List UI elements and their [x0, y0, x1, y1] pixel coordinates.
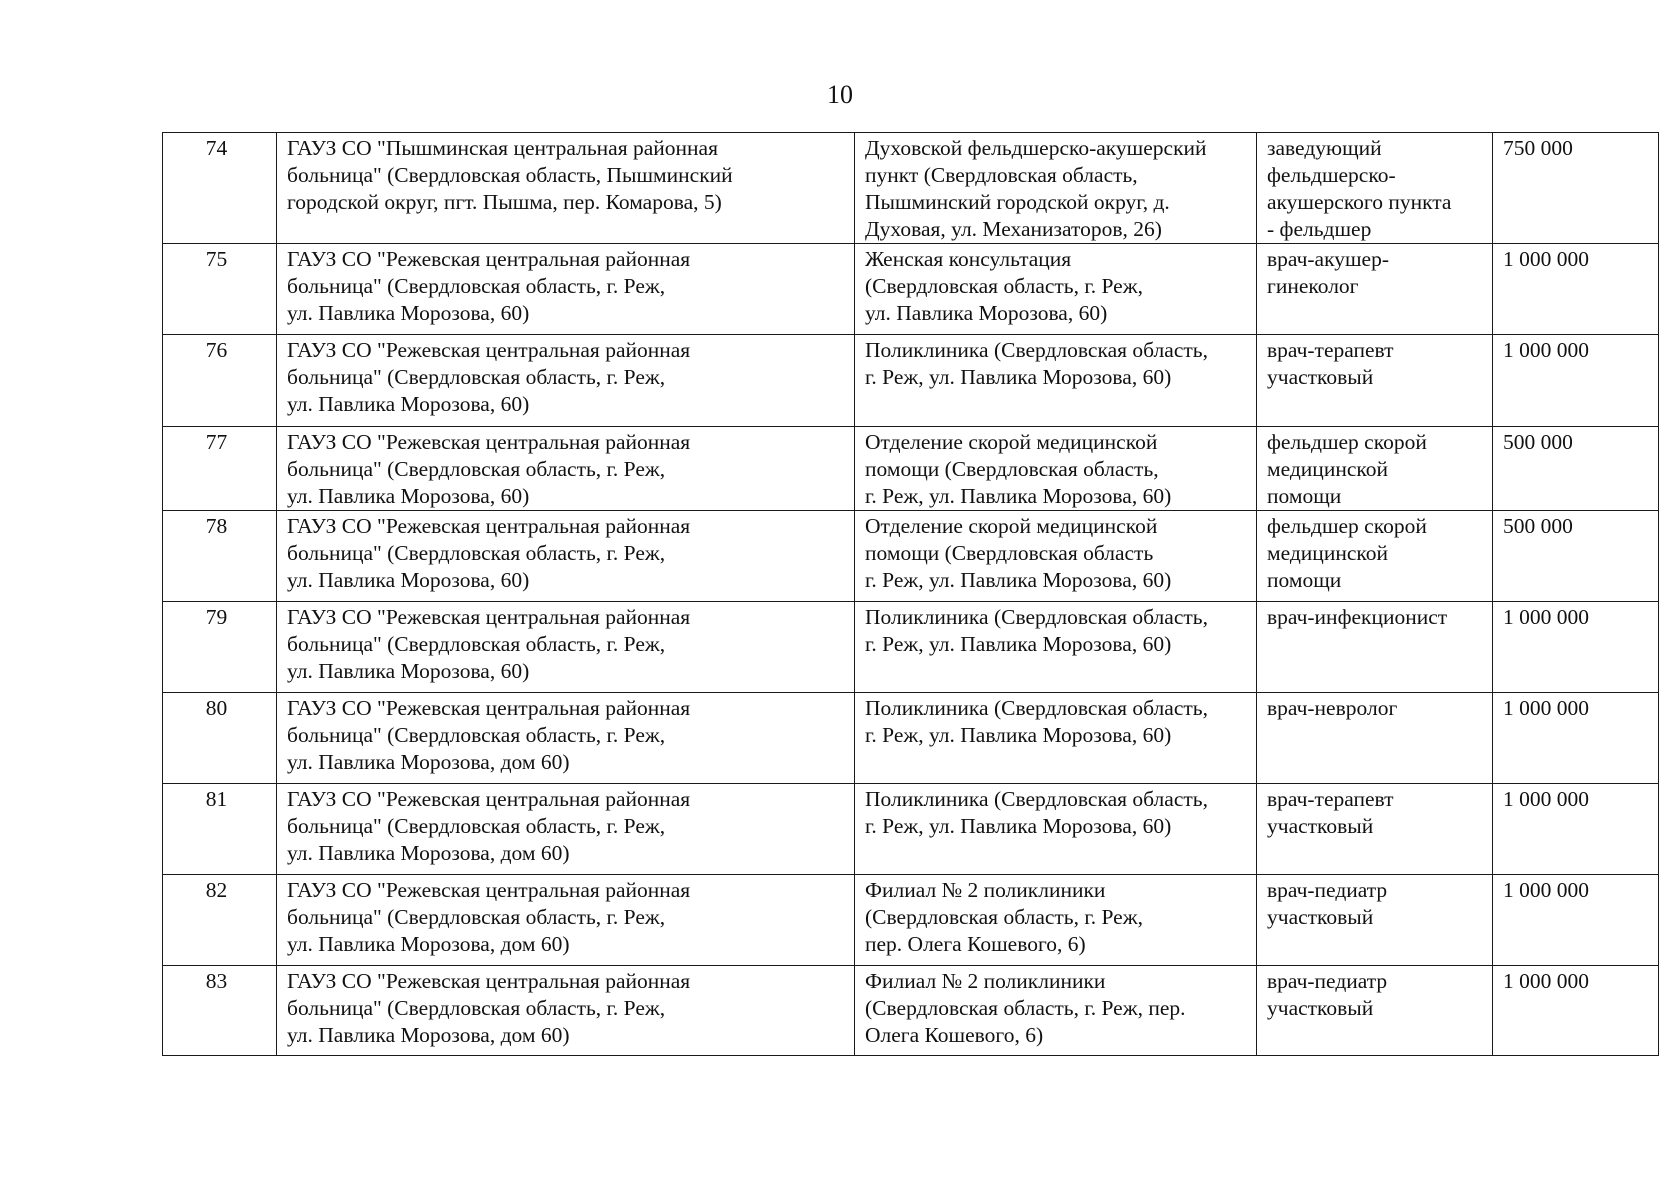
- row-number: 80: [163, 693, 277, 784]
- row-number: 77: [163, 427, 277, 511]
- position-cell: фельдшер скорой медицинской помощи: [1257, 427, 1493, 511]
- amount-cell: 1 000 000: [1493, 784, 1659, 875]
- table-row: [163, 693, 1659, 784]
- amount-cell: 1 000 000: [1493, 875, 1659, 966]
- division-cell: Поликлиника (Свердловская область, г. Реж, ул. Павлика Морозова, 60): [855, 335, 1257, 427]
- amount-cell: 1 000 000: [1493, 602, 1659, 693]
- amount-cell: 750 000: [1493, 133, 1659, 244]
- position-cell: врач-акушер- гинеколог: [1257, 244, 1493, 335]
- amount-cell: 1 000 000: [1493, 244, 1659, 335]
- organization-cell: ГАУЗ СО "Режевская центральная районная больница" (Свердловская область, г. Реж, ул. Павлика Морозова, дом 60): [277, 966, 855, 1056]
- division-cell: Филиал № 2 поликлиники (Свердловская область, г. Реж, пер. Олега Кошевого, 6): [855, 966, 1257, 1056]
- table-row: [163, 511, 1659, 602]
- amount-cell: 500 000: [1493, 427, 1659, 511]
- organization-cell: ГАУЗ СО "Режевская центральная районная больница" (Свердловская область, г. Реж, ул. Павлика Морозова, 60): [277, 335, 855, 427]
- division-cell: Поликлиника (Свердловская область, г. Реж, ул. Павлика Морозова, 60): [855, 693, 1257, 784]
- row-number: 79: [163, 602, 277, 693]
- organization-cell: ГАУЗ СО "Режевская центральная районная больница" (Свердловская область, г. Реж, ул. Павлика Морозова, 60): [277, 602, 855, 693]
- row-number: 76: [163, 335, 277, 427]
- position-cell: фельдшер скорой медицинской помощи: [1257, 511, 1493, 602]
- organization-cell: ГАУЗ СО "Режевская центральная районная больница" (Свердловская область, г. Реж, ул. Павлика Морозова, 60): [277, 244, 855, 335]
- table-row: [163, 602, 1659, 693]
- table-row: [163, 133, 1659, 244]
- organization-cell: ГАУЗ СО "Режевская центральная районная больница" (Свердловская область, г. Реж, ул. Павлика Морозова, 60): [277, 511, 855, 602]
- organization-cell: ГАУЗ СО "Режевская центральная районная больница" (Свердловская область, г. Реж, ул. Павлика Морозова, дом 60): [277, 784, 855, 875]
- division-cell: Филиал № 2 поликлиники (Свердловская область, г. Реж, пер. Олега Кошевого, 6): [855, 875, 1257, 966]
- table-row: [163, 427, 1659, 511]
- row-number: 83: [163, 966, 277, 1056]
- position-cell: заведующий фельдшерско- акушерского пункта - фельдшер: [1257, 133, 1493, 244]
- organization-cell: ГАУЗ СО "Режевская центральная районная больница" (Свердловская область, г. Реж, ул. Павлика Морозова, дом 60): [277, 693, 855, 784]
- row-number: 78: [163, 511, 277, 602]
- row-number: 81: [163, 784, 277, 875]
- amount-cell: 500 000: [1493, 511, 1659, 602]
- table-row: [163, 875, 1659, 966]
- organization-cell: ГАУЗ СО "Пышминская центральная районная больница" (Свердловская область, Пышминский городской округ, пгт. Пышма, пер. Комарова, 5): [277, 133, 855, 244]
- table-body: [163, 133, 1659, 1056]
- organization-cell: ГАУЗ СО "Режевская центральная районная больница" (Свердловская область, г. Реж, ул. Павлика Морозова, дом 60): [277, 875, 855, 966]
- division-cell: Женская консультация (Свердловская область, г. Реж, ул. Павлика Морозова, 60): [855, 244, 1257, 335]
- division-cell: Духовской фельдшерско-акушерский пункт (Свердловская область, Пышминский городской округ, д. Духовая, ул. Механизаторов, 26): [855, 133, 1257, 244]
- row-number: 75: [163, 244, 277, 335]
- row-number: 82: [163, 875, 277, 966]
- division-cell: Отделение скорой медицинской помощи (Свердловская область, г. Реж, ул. Павлика Морозова, 60): [855, 427, 1257, 511]
- amount-cell: 1 000 000: [1493, 966, 1659, 1056]
- position-cell: врач-педиатр участковый: [1257, 875, 1493, 966]
- position-cell: врач-терапевт участковый: [1257, 335, 1493, 427]
- organization-cell: ГАУЗ СО "Режевская центральная районная больница" (Свердловская область, г. Реж, ул. Павлика Морозова, 60): [277, 427, 855, 511]
- table-row: [163, 244, 1659, 335]
- row-number: 74: [163, 133, 277, 244]
- table-row: [163, 966, 1659, 1056]
- page-number: 10: [827, 80, 853, 109]
- table-row: [163, 784, 1659, 875]
- division-cell: Поликлиника (Свердловская область, г. Реж, ул. Павлика Морозова, 60): [855, 784, 1257, 875]
- position-cell: врач-педиатр участковый: [1257, 966, 1493, 1056]
- division-cell: Поликлиника (Свердловская область, г. Реж, ул. Павлика Морозова, 60): [855, 602, 1257, 693]
- amount-cell: 1 000 000: [1493, 693, 1659, 784]
- position-cell: врач-невролог: [1257, 693, 1493, 784]
- amount-cell: 1 000 000: [1493, 335, 1659, 427]
- division-cell: Отделение скорой медицинской помощи (Свердловская область г. Реж, ул. Павлика Морозова, 60): [855, 511, 1257, 602]
- table-row: [163, 335, 1659, 427]
- data-table: [162, 132, 1659, 1056]
- position-cell: врач-терапевт участковый: [1257, 784, 1493, 875]
- position-cell: врач-инфекционист: [1257, 602, 1493, 693]
